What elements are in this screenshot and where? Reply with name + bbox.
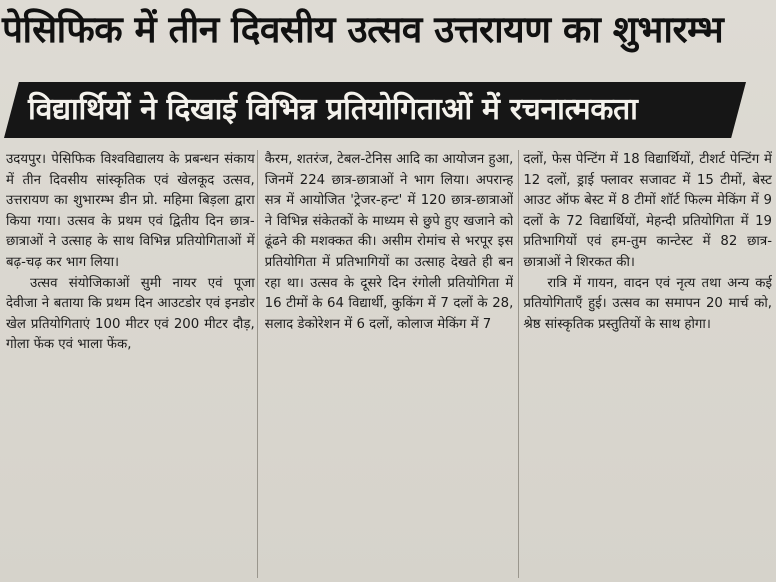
headline: पेसिफिक में तीन दिवसीय उत्सव उत्तरायण का शुभारम्भ xyxy=(2,8,724,51)
paragraph: दलों, फेस पेन्टिंग में 18 विद्यार्थियों, टीशर्ट पेन्टिंग में 12 दलों, ड्राई फ्लावर सजावट में 15 टीमों, बेस्ट आउट ऑफ बेस्ट में 8 टीमों शॉर्ट फिल्म मेकिंग में 9 दलों के 72 विद्यार्थियों, मेहन्दी प्रतियोगिता में 19 प्रतिभागियों एवं हम-तुम कान्टेस्ट में 82 छात्र-छात्राओं ने शिरकत की। xyxy=(523,152,773,270)
paragraph: कैरम, शतरंज, टेबल-टेनिस आदि का आयोजन हुआ, जिनमें 224 छात्र-छात्राओं ने भाग लिया। अपरान्ह सत्र में आयोजित 'ट्रेजर-हन्ट' में 120 छात्र-छात्राओं ने विभिन्न संकेतकों के माध्यम से छुपे हुए खजाने को ढूंढने की मशक्कत की। असीम रोमांच से भरपूर इस प्रतियोगिता में प्रतिभागियों का उत्साह देखते ही बन रहा था। उत्सव के दूसरे दिन रंगोली प्रतियोगिता में 16 टीमों के 64 विद्यार्थी, कुकिंग में 7 दलों के 28, सलाद डेकोरेशन में 6 दलों, कोलाज मेकिंग में 7 xyxy=(264,152,514,332)
article-column-3 xyxy=(523,150,772,578)
subheadline: विद्यार्थियों ने दिखाई विभिन्न प्रतियोगिताओं में रचनात्मकता xyxy=(28,92,638,127)
article-column-1 xyxy=(6,150,255,578)
paragraph: उदयपुर। पेसिफिक विश्वविद्यालय के प्रबन्धन संकाय में तीन दिवसीय सांस्कृतिक एवं खेलकूद उत्सव, उत्तरायण का शुभारम्भ डीन प्रो. महिमा बिड़ला द्वारा किया गया। उत्सव के प्रथम एवं द्वितीय दिन छात्र-छात्राओं ने उत्साह के साथ विभिन्न प्रतियोगिताओं में बढ़-चढ़ कर भाग लिया। xyxy=(6,152,255,270)
paragraph: उत्सव संयोजिकाओं सुमी नायर एवं पूजा देवीजा ने बताया कि प्रथम दिन आउटडोर एवं इनडोर खेल प्रतियोगिताएं 100 मीटर एवं 200 मीटर दौड़, गोला फेंक एवं भाला फेंक, xyxy=(6,275,255,353)
paragraph: रात्रि में गायन, वादन एवं नृत्य तथा अन्य कई प्रतियोगिताएँ हुई। उत्सव का समापन 20 मार्च को, श्रेष्ठ सांस्कृतिक प्रस्तुतियों के साथ होगा। xyxy=(523,275,773,332)
article-body xyxy=(6,150,772,578)
article-column-2 xyxy=(265,150,514,578)
